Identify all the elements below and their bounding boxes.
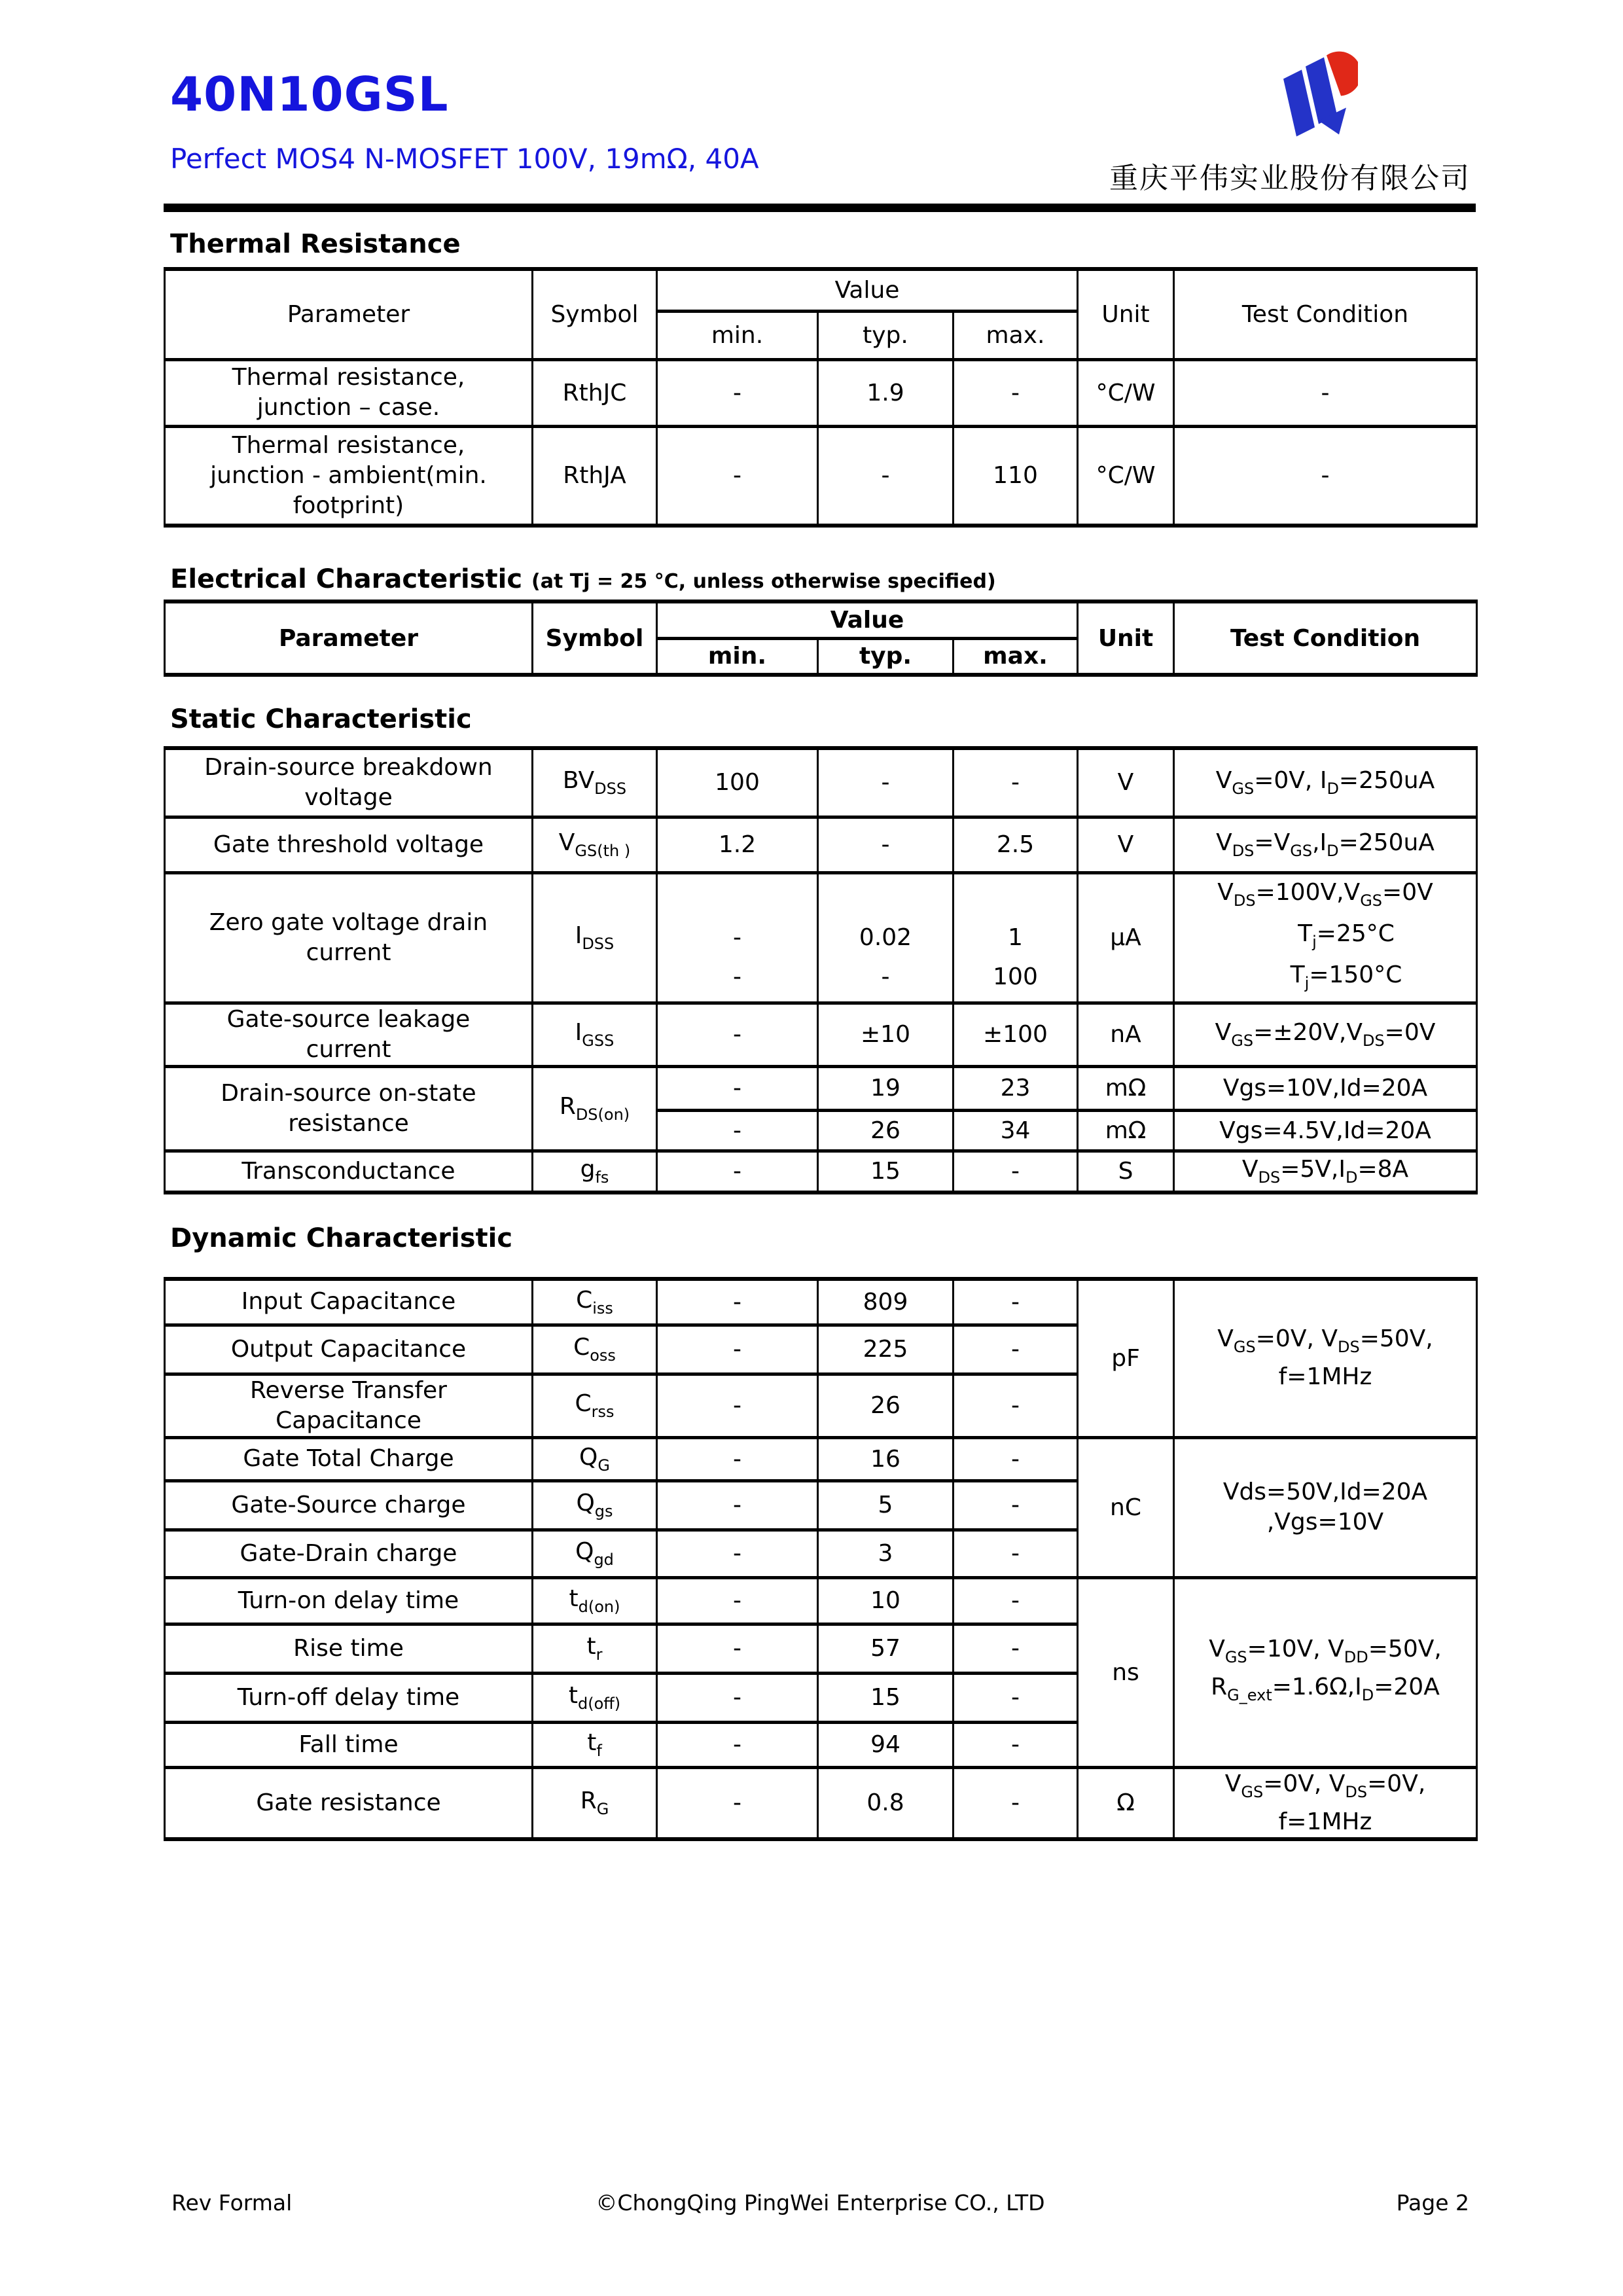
symbol-cell: $Q_{gs}$ (533, 1480, 657, 1530)
header-min: min. (657, 311, 818, 359)
typ-cell: 0.8 (818, 1767, 954, 1839)
param-cell: Gate-source leakage current (165, 1003, 533, 1066)
param-cell: Thermal resistance, junction - ambient(min. footprint) (165, 426, 533, 526)
unit-cell: V (1078, 817, 1174, 872)
symbol-cell: $t_f$ (533, 1722, 657, 1767)
max-cell: - (954, 1624, 1078, 1673)
symbol-cell: RthJC (533, 359, 657, 426)
symbol-cell: $t_r$ (533, 1624, 657, 1673)
typ-cell: - (818, 748, 954, 817)
table-row (165, 1003, 1477, 1066)
header-unit: Unit (1078, 269, 1174, 359)
symbol-cell: $t_{d(off)}$ (533, 1673, 657, 1722)
param-cell: Output Capacitance (165, 1325, 533, 1374)
min-cell: - (657, 1151, 818, 1193)
min-cell: - (657, 1003, 818, 1066)
param-cell: Drain-source breakdown voltage (165, 748, 533, 817)
min-cell: 1.2 (657, 817, 818, 872)
unit-cell: nA (1078, 1003, 1174, 1066)
header-divider (164, 204, 1476, 212)
header-parameter: Parameter (165, 601, 533, 675)
typ-cell: 15 (818, 1673, 954, 1722)
min-cell: - (657, 1480, 818, 1530)
typ-cell: 15 (818, 1151, 954, 1193)
table-row (165, 359, 1477, 426)
unit-cell: ns (1078, 1577, 1174, 1767)
typ-cell: - (818, 817, 954, 872)
testcond-cell: $V_{DS}=5V,I_D=8A$ (1174, 1151, 1477, 1193)
max-cell: 110 (954, 426, 1078, 526)
testcond-cell: $V_{GS}=0V$, $V_{DS}=50V$, f=1MHz (1174, 1279, 1477, 1437)
testcond-cell: Vds=50V,Id=20A ,Vgs=10V (1174, 1437, 1477, 1577)
typ-cell: 225 (818, 1325, 954, 1374)
typ-cell: ±10 (818, 1003, 954, 1066)
testcond-cell: $V_{DS}=V_{GS},I_D=250uA$ (1174, 817, 1477, 872)
electrical-title-text: Electrical Characteristic (170, 564, 523, 594)
table-row (165, 1066, 1477, 1110)
testcond-cell: $V_{GS}=10V$, $V_{DD}=50V$, $R_{G\_ext}=1.6\Omega,I_D=20A$ (1174, 1577, 1477, 1767)
testcond-cell: $V_{GS}=0V$, $I_D=250uA$ (1174, 748, 1477, 817)
symbol-cell: $I_{GSS}$ (533, 1003, 657, 1066)
symbol-cell: $BV_{DSS}$ (533, 748, 657, 817)
unit-cell: V (1078, 748, 1174, 817)
dynamic-section-title: Dynamic Characteristic (170, 1223, 513, 1253)
symbol-cell: $R_{DS(on)}$ (533, 1066, 657, 1151)
param-cell: Gate-Source charge (165, 1480, 533, 1530)
testcond-cell: - (1174, 426, 1477, 526)
min-cell: - (657, 359, 818, 426)
typ-cell: 5 (818, 1480, 954, 1530)
param-cell: Gate threshold voltage (165, 817, 533, 872)
min-cell: 100 (657, 748, 818, 817)
header-unit: Unit (1078, 601, 1174, 675)
max-cell: - (954, 1673, 1078, 1722)
header-max: max. (954, 638, 1078, 675)
symbol-cell: $Q_{gd}$ (533, 1530, 657, 1577)
header-test-condition: Test Condition (1174, 601, 1477, 675)
electrical-section-title (170, 564, 1476, 597)
max-cell: 1 100 (954, 872, 1078, 1003)
symbol-cell: $Q_G$ (533, 1437, 657, 1480)
footer-revision: Rev Formal (171, 2190, 293, 2215)
table-row (165, 1151, 1477, 1193)
param-cell: Zero gate voltage drain current (165, 872, 533, 1003)
header-max: max. (954, 311, 1078, 359)
unit-cell: °C/W (1078, 359, 1174, 426)
max-cell: - (954, 1325, 1078, 1374)
thermal-section-title: Thermal Resistance (170, 229, 461, 259)
testcond-cell: $V_{DS}=100V,V_{GS}=0V$ $T_j=25^\circ C$ $T_j=150^\circ C$ (1174, 872, 1477, 1003)
param-cell: Rise time (165, 1624, 533, 1673)
symbol-cell: $I_{DSS}$ (533, 872, 657, 1003)
param-cell: Fall time (165, 1722, 533, 1767)
unit-cell: nC (1078, 1437, 1174, 1577)
param-cell: Drain-source on-state resistance (165, 1066, 533, 1151)
min-cell: - (657, 1279, 818, 1325)
footer-copyright: ©ChongQing PingWei Enterprise CO., LTD (596, 2190, 1045, 2215)
static-characteristic-table (164, 746, 1478, 1194)
max-cell: ±100 (954, 1003, 1078, 1066)
max-cell: - (954, 1767, 1078, 1839)
param-cell: Thermal resistance, junction – case. (165, 359, 533, 426)
typ-cell: 26 (818, 1110, 954, 1151)
max-cell: - (954, 1279, 1078, 1325)
table-row (165, 748, 1477, 817)
table-row (165, 817, 1477, 872)
typ-cell: 16 (818, 1437, 954, 1480)
max-cell: - (954, 1374, 1078, 1437)
part-subtitle: Perfect MOS4 N-MOSFET 100V, 19mΩ, 40A (170, 143, 759, 175)
typ-cell: 10 (818, 1577, 954, 1624)
unit-cell: μA (1078, 872, 1174, 1003)
typ-cell: 3 (818, 1530, 954, 1577)
max-cell: 2.5 (954, 817, 1078, 872)
min-cell: - (657, 1530, 818, 1577)
table-row (165, 1437, 1477, 1480)
electrical-title-note: (at Tj = 25 °C, unless otherwise specified) (531, 570, 996, 593)
max-cell: - (954, 1722, 1078, 1767)
company-name: 重庆平伟实业股份有限公司 (1109, 162, 1471, 195)
symbol-cell: $R_G$ (533, 1767, 657, 1839)
param-cell: Transconductance (165, 1151, 533, 1193)
company-logo-icon (1273, 46, 1358, 154)
unit-cell: pF (1078, 1279, 1174, 1437)
max-cell: - (954, 359, 1078, 426)
max-cell: - (954, 748, 1078, 817)
min-cell: - (657, 1066, 818, 1110)
header-value: Value (657, 269, 1078, 311)
typ-cell: 57 (818, 1624, 954, 1673)
min-cell: - (657, 1437, 818, 1480)
header-typ: typ. (818, 638, 954, 675)
footer-page-number: Page 2 (1396, 2190, 1470, 2215)
typ-cell: 1.9 (818, 359, 954, 426)
min-cell: - (657, 1110, 818, 1151)
typ-cell: 809 (818, 1279, 954, 1325)
header-symbol: Symbol (533, 601, 657, 675)
electrical-header-table (164, 600, 1478, 677)
table-row (165, 1767, 1477, 1839)
min-cell: - (657, 1722, 818, 1767)
page-header (164, 0, 1476, 204)
min-cell: - (657, 1767, 818, 1839)
header-parameter: Parameter (165, 269, 533, 359)
testcond-cell: $V_{GS}=\pm 20V,V_{DS}=0V$ (1174, 1003, 1477, 1066)
header-min: min. (657, 638, 818, 675)
param-cell: Gate-Drain charge (165, 1530, 533, 1577)
testcond-cell: Vgs=4.5V,Id=20A (1174, 1110, 1477, 1151)
page-footer (164, 2190, 1476, 2215)
part-number: 40N10GSL (170, 67, 449, 122)
typ-cell: 0.02 - (818, 872, 954, 1003)
param-cell: Turn-on delay time (165, 1577, 533, 1624)
unit-cell: Ω (1078, 1767, 1174, 1839)
symbol-cell: $g_{fs}$ (533, 1151, 657, 1193)
symbol-cell: $C_{oss}$ (533, 1325, 657, 1374)
table-row (165, 872, 1477, 1003)
param-cell: Input Capacitance (165, 1279, 533, 1325)
unit-cell: mΩ (1078, 1066, 1174, 1110)
typ-cell: - (818, 426, 954, 526)
max-cell: - (954, 1480, 1078, 1530)
typ-cell: 26 (818, 1374, 954, 1437)
min-cell: - (657, 1673, 818, 1722)
symbol-cell: $C_{iss}$ (533, 1279, 657, 1325)
testcond-cell: $V_{GS}=0V$, $V_{DS}=0V$, f=1MHz (1174, 1767, 1477, 1839)
min-cell: - (657, 1374, 818, 1437)
max-cell: - (954, 1530, 1078, 1577)
thermal-resistance-table (164, 267, 1478, 528)
header-value: Value (657, 601, 1078, 638)
param-cell: Reverse Transfer Capacitance (165, 1374, 533, 1437)
table-row (165, 1577, 1477, 1624)
max-cell: 34 (954, 1110, 1078, 1151)
max-cell: - (954, 1577, 1078, 1624)
min-cell: - (657, 426, 818, 526)
symbol-cell: $V_{GS(th )}$ (533, 817, 657, 872)
min-cell: - (657, 1624, 818, 1673)
unit-cell: °C/W (1078, 426, 1174, 526)
typ-cell: 94 (818, 1722, 954, 1767)
symbol-cell: RthJA (533, 426, 657, 526)
min-cell: - - (657, 872, 818, 1003)
param-cell: Turn-off delay time (165, 1673, 533, 1722)
header-symbol: Symbol (533, 269, 657, 359)
header-test-condition: Test Condition (1174, 269, 1477, 359)
min-cell: - (657, 1325, 818, 1374)
param-cell: Gate resistance (165, 1767, 533, 1839)
symbol-cell: $t_{d(on)}$ (533, 1577, 657, 1624)
max-cell: 23 (954, 1066, 1078, 1110)
testcond-cell: - (1174, 359, 1477, 426)
static-section-title: Static Characteristic (170, 704, 472, 734)
dynamic-characteristic-table (164, 1277, 1478, 1841)
symbol-cell: $C_{rss}$ (533, 1374, 657, 1437)
max-cell: - (954, 1437, 1078, 1480)
header-typ: typ. (818, 311, 954, 359)
table-row (165, 1279, 1477, 1325)
param-cell: Gate Total Charge (165, 1437, 533, 1480)
min-cell: - (657, 1577, 818, 1624)
testcond-cell: Vgs=10V,Id=20A (1174, 1066, 1477, 1110)
max-cell: - (954, 1151, 1078, 1193)
typ-cell: 19 (818, 1066, 954, 1110)
unit-cell: S (1078, 1151, 1174, 1193)
unit-cell: mΩ (1078, 1110, 1174, 1151)
table-row (165, 426, 1477, 526)
